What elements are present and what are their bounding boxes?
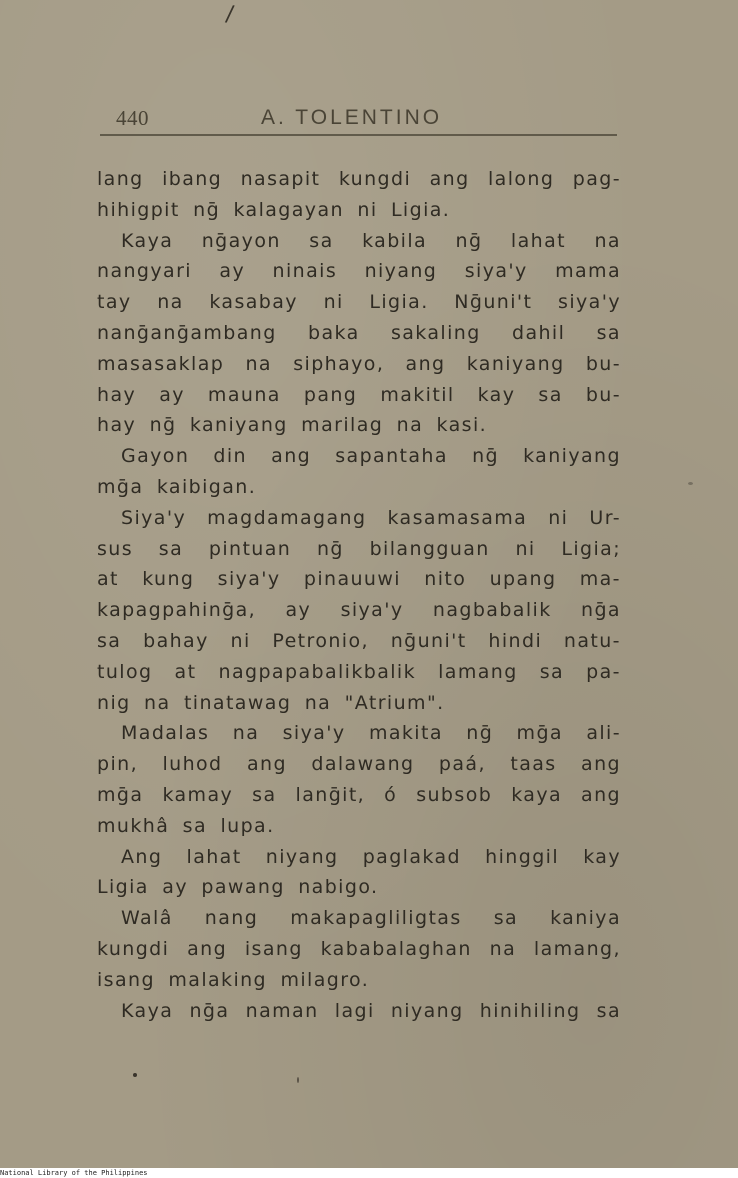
word: hinggil: [485, 845, 560, 868]
word: kaya: [511, 783, 563, 806]
word: nḡuni't: [390, 629, 467, 652]
word: tulog: [97, 660, 153, 683]
word: tay: [97, 291, 132, 314]
word: lagi: [334, 999, 375, 1022]
word: Gayon: [121, 445, 190, 468]
text-line: [97, 657, 621, 688]
header-rule: [100, 134, 617, 136]
word: kung: [142, 568, 195, 591]
text-line: [97, 380, 621, 411]
word: pinauuwi: [303, 568, 401, 591]
word: Ang: [121, 845, 163, 868]
word: kungdi: [338, 168, 412, 190]
text-line: [97, 441, 621, 472]
word: na: [157, 291, 184, 314]
word: nang: [204, 907, 259, 930]
word: nḡ: [472, 445, 499, 468]
word: ay: [159, 383, 185, 406]
text-line: [97, 718, 621, 749]
text-line: [97, 842, 621, 873]
word: kasamasama: [387, 506, 528, 529]
word: Nḡuni't: [454, 291, 533, 314]
word: Kaya: [121, 999, 174, 1022]
word: at: [174, 660, 197, 683]
running-head-author: A. TOLENTINO: [261, 106, 443, 129]
word: siya'y: [217, 568, 281, 591]
text-line: [97, 287, 621, 318]
word: hinihiling: [479, 999, 581, 1022]
word: magdamagang: [207, 506, 367, 529]
word: nito: [424, 568, 467, 591]
text-line: [97, 903, 621, 934]
word: ni: [515, 537, 536, 560]
text-line: [97, 626, 621, 657]
ink-speck: [133, 1073, 137, 1077]
word: bahay: [143, 629, 209, 652]
word: kaniya: [550, 907, 621, 930]
paragraph: [97, 503, 621, 719]
text-line: [97, 595, 621, 626]
paragraph: [97, 903, 621, 995]
word: sakaling: [390, 321, 481, 344]
word: ang: [405, 352, 446, 375]
word: bu-: [585, 352, 621, 375]
word: makitil: [380, 383, 455, 406]
word: Kaya: [121, 229, 174, 252]
word: na: [232, 722, 260, 745]
word: sa: [596, 321, 621, 344]
word: Siya'y: [121, 506, 187, 529]
word: bilangguan: [369, 537, 490, 560]
word: bu-: [585, 383, 621, 406]
word: makita: [368, 722, 443, 745]
word: niyang: [265, 845, 339, 868]
text-line: isang malaking milagro.: [97, 968, 370, 991]
body-text: [97, 164, 621, 1026]
word: paglakad: [362, 845, 461, 868]
word: sa: [493, 907, 519, 930]
word: siya'y: [340, 599, 404, 622]
word: ma-: [579, 568, 621, 591]
word: nḡ: [455, 229, 483, 252]
text-line: [97, 564, 621, 595]
word: sapantaha: [335, 445, 448, 468]
word: pa-: [586, 660, 621, 683]
word: sus: [97, 537, 134, 560]
word: isang: [244, 937, 303, 960]
word: sa: [539, 660, 565, 683]
word: kasabay: [209, 291, 298, 314]
word: na: [594, 229, 621, 252]
word: lamang: [438, 660, 518, 683]
word: dahil: [511, 321, 566, 344]
word: kapagpahinḡa,: [97, 599, 257, 622]
word: Ligia.: [369, 291, 429, 314]
word: lalong: [488, 168, 555, 190]
word: nanḡanḡambang: [97, 321, 277, 344]
word: lanḡit,: [295, 783, 366, 806]
word: siya'y: [464, 260, 528, 283]
word: hindi: [488, 629, 543, 652]
word: ang: [429, 168, 470, 190]
word: Walâ: [121, 907, 173, 930]
word: dalawang: [311, 753, 415, 776]
word: naman: [245, 999, 319, 1022]
word: Petronio,: [272, 629, 369, 652]
word: luhod: [162, 753, 223, 776]
word: mḡa: [516, 722, 563, 745]
word: subsob: [416, 783, 493, 806]
word: kababalaghan: [320, 937, 472, 960]
word: lahat: [186, 845, 242, 868]
word: ó: [384, 783, 398, 806]
word: mama: [555, 260, 621, 283]
word: nḡa: [581, 599, 621, 622]
word: Madalas: [121, 722, 210, 745]
word: nangyari: [97, 260, 192, 283]
ink-speck: [688, 482, 693, 485]
word: nagbabalik: [432, 599, 552, 622]
word: ang: [271, 445, 312, 468]
word: paá,: [438, 753, 486, 776]
word: kaniyang: [523, 445, 621, 468]
word: pag-: [572, 168, 621, 190]
word: lahat: [510, 229, 566, 252]
word: ali-: [586, 722, 621, 745]
library-credit: National Library of the Philippines: [0, 1169, 148, 1177]
word: ay: [285, 599, 312, 622]
text-line: Ligia ay pawang nabigo.: [97, 876, 379, 899]
word: sa: [97, 629, 122, 652]
pen-mark: /: [224, 1, 236, 28]
word: kay: [583, 845, 621, 868]
word: Ligia;: [561, 537, 621, 560]
word: niyang: [390, 999, 464, 1022]
paragraph: [97, 842, 621, 904]
word: at: [97, 568, 119, 591]
word: ni: [323, 291, 344, 314]
word: sa: [596, 999, 621, 1022]
word: kungdi: [97, 937, 170, 960]
text-line: hihigpit nḡ kalagayan ni Ligia.: [97, 198, 451, 221]
word: ang: [246, 753, 287, 776]
text-line: nig na tinatawag na "Atrium".: [97, 691, 445, 714]
text-line: [97, 996, 621, 1027]
text-line: mḡa kaibigan.: [97, 475, 257, 498]
text-line: [97, 503, 621, 534]
word: pang: [303, 383, 358, 406]
word: sa: [252, 783, 277, 806]
word: ang: [581, 753, 621, 776]
page-number: 440: [116, 106, 149, 130]
word: nḡa: [189, 999, 230, 1022]
text-line: [97, 349, 621, 380]
paragraph: [97, 996, 621, 1027]
word: ang: [581, 783, 621, 806]
paragraph: [97, 441, 621, 503]
word: ibang: [162, 168, 223, 190]
text-line: mukhâ sa lupa.: [97, 814, 275, 837]
text-line: [97, 534, 621, 565]
paragraph: [97, 226, 621, 442]
word: taas: [510, 753, 557, 776]
word: hay: [97, 383, 137, 406]
text-line: [97, 934, 621, 965]
word: upang: [489, 568, 557, 591]
word: masasaklap: [97, 352, 225, 375]
word: sa: [538, 383, 563, 406]
word: mauna: [207, 383, 281, 406]
word: sa: [158, 537, 184, 560]
word: ni: [230, 629, 251, 652]
word: ninais: [272, 260, 338, 283]
word: siphayo,: [293, 352, 385, 375]
word: lamang,: [533, 937, 621, 960]
word: siya'y: [282, 722, 346, 745]
text-line: hay nḡ kaniyang marilag na kasi.: [97, 414, 488, 437]
word: nasapit: [240, 168, 321, 190]
word: nḡ: [466, 722, 494, 745]
word: lang: [97, 168, 144, 190]
word: nḡayon: [201, 229, 281, 252]
word: nagpapabalikbalik: [218, 660, 417, 683]
word: kabila: [362, 229, 428, 252]
text-line: [97, 164, 621, 195]
word: ay: [219, 260, 246, 283]
word: na: [245, 352, 272, 375]
word: pin,: [97, 753, 139, 776]
word: ni: [548, 506, 569, 529]
ink-speck: [297, 1077, 299, 1083]
word: niyang: [364, 260, 438, 283]
word: na: [489, 937, 517, 960]
word: mḡa: [97, 783, 144, 806]
word: natu-: [563, 629, 621, 652]
word: pintuan: [208, 537, 292, 560]
text-line: [97, 749, 621, 780]
word: ang: [187, 937, 228, 960]
word: Ur-: [589, 506, 621, 529]
word: kay: [477, 383, 516, 406]
word: nḡ: [316, 537, 344, 560]
word: din: [213, 445, 248, 468]
word: kamay: [162, 783, 234, 806]
word: kaniyang: [466, 352, 565, 375]
word: sa: [309, 229, 334, 252]
running-head: [116, 106, 616, 136]
text-line: [97, 226, 621, 257]
word: makapagliligtas: [290, 907, 462, 930]
text-line: [97, 256, 621, 287]
word: baka: [308, 321, 360, 344]
word: siya'y: [558, 291, 621, 314]
text-line: [97, 780, 621, 811]
text-line: [97, 318, 621, 349]
paragraph: [97, 164, 621, 226]
paragraph: [97, 718, 621, 841]
